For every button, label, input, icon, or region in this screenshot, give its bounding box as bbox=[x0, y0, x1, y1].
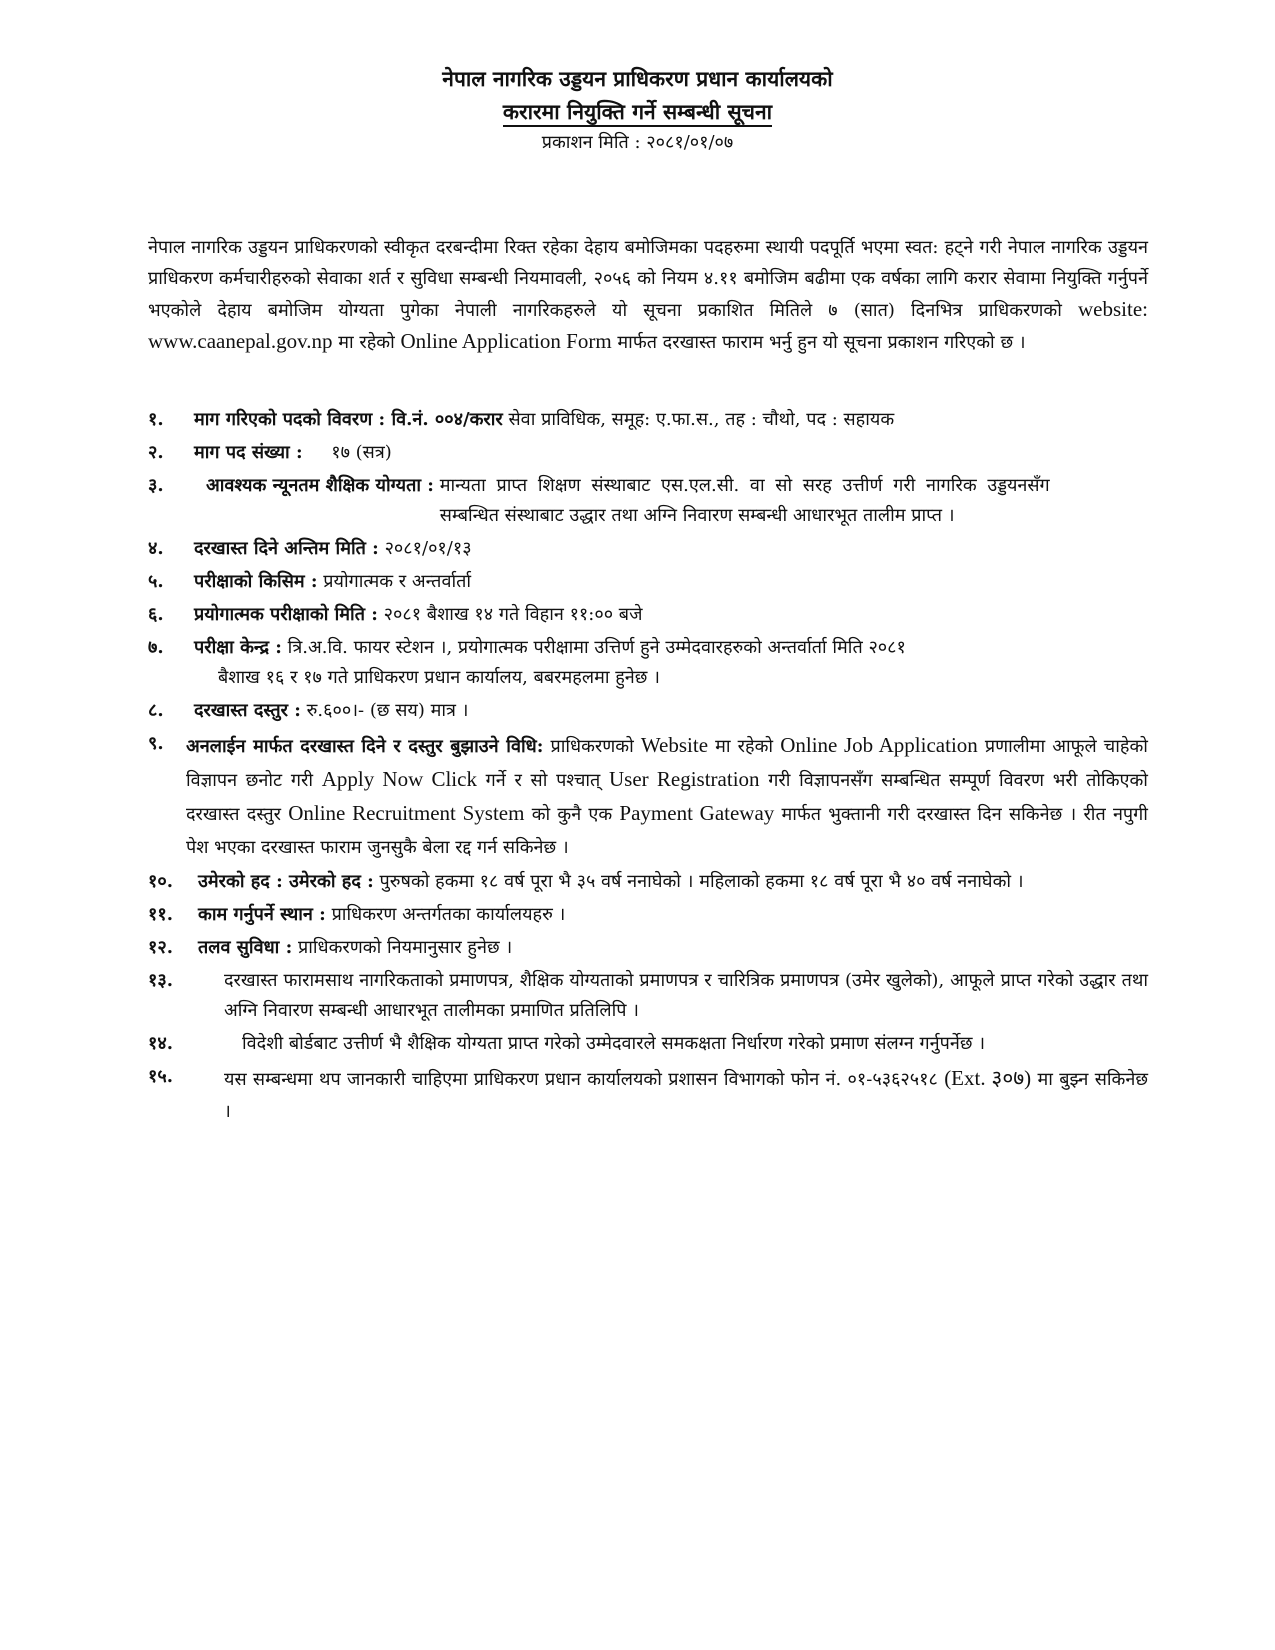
item-text: प्राधिकरण अन्तर्गतका कार्यालयहरु । bbox=[331, 904, 566, 925]
requirements-list bbox=[148, 405, 1148, 1131]
list-item bbox=[148, 471, 1148, 531]
list-item bbox=[148, 729, 1148, 864]
item-label: प्रयोगात्मक परीक्षाको मिति : bbox=[194, 604, 378, 625]
item-number: ४. bbox=[148, 538, 164, 559]
item-number: १४. bbox=[148, 1033, 173, 1054]
item-number: ३. bbox=[148, 475, 164, 496]
organization-name: नेपाल नागरिक उड्डयन प्राधिकरण प्रधान कार्यालयको bbox=[442, 66, 833, 91]
notice-title bbox=[0, 96, 1275, 128]
notice-title-text: करारमा नियुक्ति गर्ने सम्बन्धी सूचना bbox=[503, 99, 772, 127]
item-label: परीक्षा केन्द्र : bbox=[194, 637, 282, 658]
user-registration-term: User Registration bbox=[609, 767, 760, 791]
intro-end: मार्फत दरखास्त फाराम भर्नु हुन यो सूचना प्रकाशन गरिएको छ । bbox=[617, 332, 1026, 353]
item-text: १७ (सत्र) bbox=[331, 442, 392, 463]
item-text: गर्ने र सो पश्चात् bbox=[485, 770, 601, 791]
item-label: काम गर्नुपर्ने स्थान : bbox=[198, 904, 326, 925]
list-item bbox=[148, 867, 1148, 897]
publish-date: प्रकाशन मिति : २०८१/०१/०७ bbox=[541, 132, 734, 153]
item-label: उमेरको हद : उमेरको हद : bbox=[198, 871, 374, 892]
item-label: दरखास्त दिने अन्तिम मिति : bbox=[194, 538, 379, 559]
item-label: आवश्यक न्यूनतम शैक्षिक योग्यता : bbox=[206, 475, 434, 496]
item-text: सेवा प्राविधिक, समूह: ए.फा.स., तह : चौथो, पद : सहायक bbox=[508, 409, 895, 430]
item-text: रु.६००।- (छ सय) मात्र । bbox=[306, 700, 469, 721]
item-number: १५. bbox=[148, 1066, 173, 1087]
payment-gateway-term: Payment Gateway bbox=[619, 801, 775, 825]
list-item bbox=[148, 567, 1148, 597]
item-text: २०८१ बैशाख १४ गते विहान ११:०० बजे bbox=[383, 604, 643, 625]
extension-text: (Ext. ३०७) bbox=[944, 1066, 1032, 1090]
intro-mid: मा रहेको bbox=[338, 332, 395, 353]
item-label: माग पद संख्या : bbox=[194, 442, 303, 463]
website-link[interactable]: website: www.caanepal.gov.np bbox=[148, 297, 1148, 353]
item-text: मान्यता प्राप्त शिक्षण संस्थाबाट एस.एल.सी. वा सो सरह उत्तीर्ण गरी नागरिक उड्डयनसँग सम्बन्धित संस्थाबाट उद्धार तथा अग्नि निवारण सम्बन्धी आधारभूत तालीम प्राप्त । bbox=[439, 475, 1050, 526]
item-label: तलव सुविधा : bbox=[198, 937, 293, 958]
intro-text: नेपाल नागरिक उड्डयन प्राधिकरणको स्वीकृत दरबन्दीमा रिक्त रहेका देहाय बमोजिमका पदहरुमा स्थायी पदपूर्ति भएमा स्वत: हट्ने गरी नेपाल नागरिक उड्डयन प्राधिकरण कर्मचारीहरुको सेवाका शर्त र सुविधा सम्बन्धी नियमावली, २०५६ को नियम ४.११ बमोजिम बढीमा एक वर्षका लागि करार सेवामा नियुक्ति गर्नुपर्ने भएकोले देहाय बमोजिम योग्यता पुगेका नेपाली नागरिकहरुले यो सूचना प्रकाशित मितिले ७ (सात) दिनभित्र प्राधिकरणको bbox=[148, 237, 1148, 321]
item-text: प्रयोगात्मक र अन्तर्वार्ता bbox=[323, 571, 472, 592]
list-item bbox=[148, 405, 1148, 435]
list-item bbox=[148, 1062, 1148, 1128]
notice-header bbox=[0, 62, 1275, 158]
list-item bbox=[148, 933, 1148, 963]
item-number: ५. bbox=[148, 571, 164, 592]
list-item bbox=[148, 633, 1148, 693]
item-number: १०. bbox=[148, 871, 173, 892]
item-text: मा रहेको bbox=[715, 736, 774, 757]
item-text: यस सम्बन्धमा थप जानकारी चाहिएमा प्राधिकरण प्रधान कार्यालयको प्रशासन विभागको फोन नं. ०१-५३६२५१८ bbox=[224, 1069, 938, 1090]
item-label: परीक्षाको किसिम : bbox=[194, 571, 318, 592]
item-text: विदेशी बोर्डबाट उत्तीर्ण भै शैक्षिक योग्यता प्राप्त गरेको उम्मेदवारले समकक्षता निर्धारण गरेको प्रमाण संलग्न गर्नुपर्नेछ । bbox=[242, 1033, 986, 1054]
item-label: अनलाईन मार्फत दरखास्त दिने र दस्तुर बुझाउने विधि: bbox=[186, 736, 544, 757]
list-item bbox=[148, 696, 1148, 726]
item-text: मार्फत भुक्तानी गरी दरखास्त दिन सकिनेछ । रीत नपुगी पेश भएका दरखास्त फाराम जुनसुकै बेला रद्द गर्न सकिनेछ । bbox=[186, 804, 1148, 858]
item-number: ९. bbox=[148, 733, 164, 754]
list-item bbox=[148, 966, 1148, 1026]
apply-now-term: Apply Now Click bbox=[321, 767, 477, 791]
website-term: Website bbox=[640, 733, 709, 757]
item-number: २. bbox=[148, 442, 164, 463]
item-label: माग गरिएको पदको विवरण : वि.नं. ००४/करार bbox=[194, 409, 503, 430]
item-number: ८. bbox=[148, 700, 164, 721]
item-number: ७. bbox=[148, 637, 164, 658]
item-text: दरखास्त फारामसाथ नागरिकताको प्रमाणपत्र, शैक्षिक योग्यताको प्रमाणपत्र र चारित्रिक प्रमाणपत्र (उमेर खुलेको), आफूले प्राप्त गरेको उद्धार तथा अग्नि निवारण सम्बन्धी आधारभूत तालीमका प्रमाणित प्रतिलिपि । bbox=[224, 970, 1148, 1021]
item-text: प्रणालीमा आफूले चाहेको विज्ञापन छनोट गरी bbox=[186, 736, 1148, 791]
list-item bbox=[148, 900, 1148, 930]
list-item bbox=[148, 1029, 1148, 1059]
item-number: १. bbox=[148, 409, 164, 430]
item-number: ११. bbox=[148, 904, 173, 925]
item-text: २०८१/०१/१३ bbox=[384, 538, 472, 559]
item-text-end: मा बुझ्न सकिनेछ । bbox=[224, 1069, 1148, 1122]
item-text: पुरुषको हकमा १८ वर्ष पूरा भै ३५ वर्ष ननाघेको । महिलाको हकमा १८ वर्ष पूरा भै ४० वर्ष ननाघेको । bbox=[379, 871, 1024, 892]
item-continuation: बैशाख १६ र १७ गते प्राधिकरण प्रधान कार्यालय, बबरमहलमा हुनेछ । bbox=[218, 667, 660, 688]
item-text: प्राधिकरणको bbox=[550, 736, 634, 757]
list-item bbox=[148, 438, 1148, 468]
list-item bbox=[148, 600, 1148, 630]
item-text: त्रि.अ.वि. फायर स्टेशन ।, प्रयोगात्मक परीक्षामा उत्तिर्ण हुने उम्मेदवारहरुको अन्तर्वार्ता मिति २०८१ bbox=[287, 637, 906, 658]
item-number: १३. bbox=[148, 970, 173, 991]
item-text: को कुनै एक bbox=[531, 804, 613, 825]
item-text: गरी विज्ञापनसँग सम्बन्धित सम्पूर्ण विवरण भरी तोकिएको दरखास्त दस्तुर bbox=[186, 770, 1148, 825]
online-application-form: Online Application Form bbox=[400, 329, 612, 353]
online-recruitment-system-term: Online Recruitment System bbox=[288, 801, 525, 825]
list-item bbox=[148, 534, 1148, 564]
intro-paragraph bbox=[148, 232, 1148, 358]
item-number: १२. bbox=[148, 937, 173, 958]
item-number: ६. bbox=[148, 604, 164, 625]
item-text: प्राधिकरणको नियमानुसार हुनेछ । bbox=[297, 937, 513, 958]
online-job-application-term: Online Job Application bbox=[780, 733, 978, 757]
item-label: दरखास्त दस्तुर : bbox=[194, 700, 301, 721]
